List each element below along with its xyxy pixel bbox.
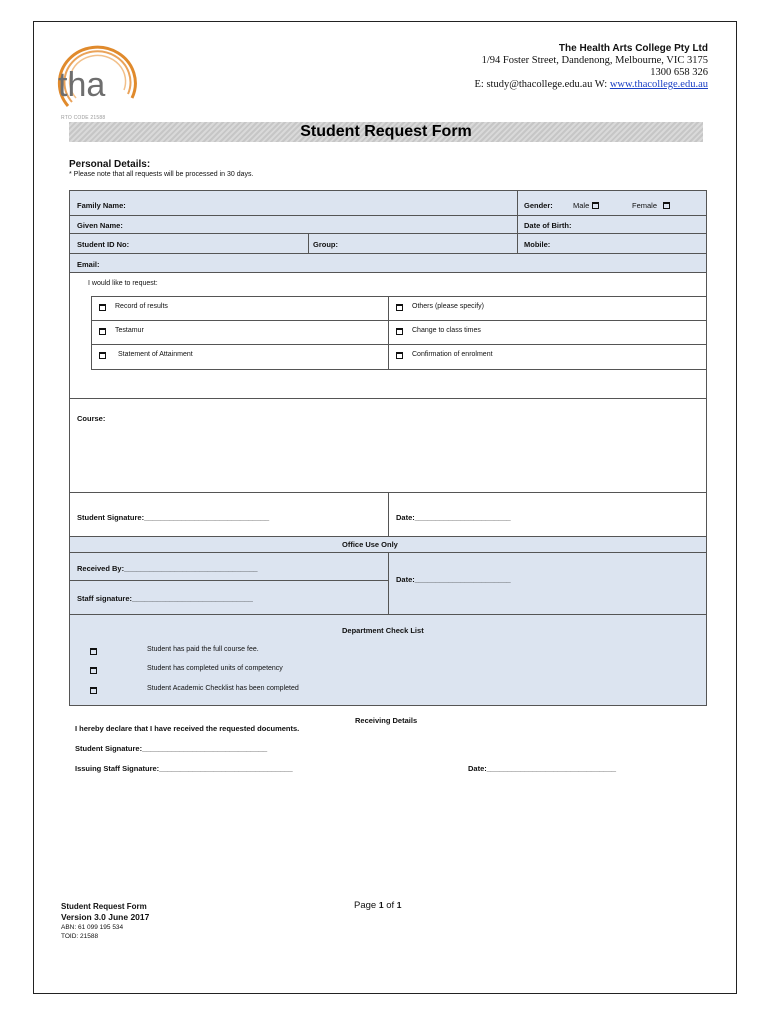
checklist-heading: Department Check List	[342, 626, 424, 635]
page-prefix: Page	[354, 900, 377, 911]
office-date-field[interactable]: Date:_______________________	[396, 575, 511, 584]
logo-text: tha	[58, 66, 106, 104]
footer-version: Version 3.0 June 2017	[61, 912, 150, 922]
page-total: 1	[396, 900, 402, 910]
processing-note: * Please note that all requests will be processed in 30 days.	[69, 171, 254, 178]
request-intro: I would like to request:	[88, 280, 158, 287]
receiving-student-signature[interactable]: Student Signature:______________________________	[75, 744, 268, 753]
staff-signature-field[interactable]: Staff signature:_____________________________	[77, 594, 253, 603]
issuing-staff-signature[interactable]: Issuing Staff Signature:________________________________	[75, 764, 293, 773]
male-label: Male	[573, 201, 590, 210]
receiving-date-field[interactable]: Date:_______________________________	[468, 764, 617, 773]
statement-attainment-label: Statement of Attainment	[118, 351, 193, 358]
student-date-field[interactable]: Date:_______________________	[396, 513, 511, 522]
footer-toid: TOID: 21588	[61, 933, 99, 940]
mobile-label: Mobile:	[524, 240, 551, 249]
female-label: Female	[632, 201, 658, 210]
male-option[interactable]	[573, 201, 602, 210]
footer-info	[61, 901, 149, 941]
change-class-times-label: Change to class times	[412, 327, 481, 334]
student-signature-field[interactable]: Student Signature:______________________________	[77, 513, 270, 522]
footer-abn: ABN: 61 099 195 534	[61, 924, 124, 931]
confirmation-enrolment-label: Confirmation of enrolment	[412, 351, 493, 358]
declaration-text: I hereby declare that I have received the requested documents.	[75, 724, 300, 733]
form-title: Student Request Form	[69, 122, 703, 142]
page-current: 1	[378, 900, 384, 910]
gender-label: Gender:	[524, 201, 553, 210]
confirmation-enrolment-checkbox[interactable]	[396, 352, 403, 359]
statement-attainment-checkbox[interactable]	[99, 352, 106, 359]
footer-form-name: Student Request Form	[61, 902, 147, 911]
college-logo	[52, 36, 144, 118]
company-name: The Health Arts College Pty Ltd	[558, 43, 708, 54]
received-by-field[interactable]: Received By:________________________________	[77, 564, 258, 573]
rto-code: RTO CODE 21588	[61, 115, 106, 121]
email-label: Email:	[77, 260, 100, 269]
email-line: E: study@thacollege.edu.au W:	[474, 79, 608, 90]
academic-checklist-label: Student Academic Checklist has been completed	[147, 685, 299, 692]
company-details	[475, 43, 709, 91]
personal-details-heading: Personal Details:	[69, 159, 151, 170]
testamur-label: Testamur	[115, 327, 144, 334]
fee-paid-label: Student has paid the full course fee.	[147, 646, 259, 653]
change-class-times-checkbox[interactable]	[396, 328, 403, 335]
company-phone: 1300 658 326	[650, 67, 708, 78]
female-checkbox[interactable]	[663, 202, 670, 209]
office-use-heading: Office Use Only	[342, 540, 398, 549]
receiving-heading: Receiving Details	[355, 716, 418, 725]
dob-label: Date of Birth:	[524, 221, 572, 230]
testamur-checkbox[interactable]	[99, 328, 106, 335]
others-checkbox[interactable]	[396, 304, 403, 311]
student-id-label: Student ID No:	[77, 240, 130, 249]
academic-checklist-checkbox[interactable]	[90, 687, 97, 694]
record-results-checkbox[interactable]	[99, 304, 106, 311]
units-completed-label: Student has completed units of competency	[147, 665, 283, 672]
course-label: Course:	[77, 414, 106, 423]
others-label: Others (please specify)	[412, 303, 484, 310]
page-number	[354, 900, 402, 911]
company-contact	[475, 79, 709, 91]
male-checkbox[interactable]	[592, 202, 599, 209]
units-completed-checkbox[interactable]	[90, 667, 97, 674]
fee-paid-checkbox[interactable]	[90, 648, 97, 655]
company-address: 1/94 Foster Street, Dandenong, Melbourne, VIC 3175	[481, 55, 708, 66]
female-option[interactable]	[632, 201, 673, 210]
group-label: Group:	[313, 240, 338, 249]
website-link[interactable]: www.thacollege.edu.au	[609, 79, 708, 90]
record-results-label: Record of results	[115, 303, 168, 310]
given-name-label: Given Name:	[77, 221, 123, 230]
family-name-label: Family Name:	[77, 201, 126, 210]
page-of: of	[386, 900, 395, 911]
